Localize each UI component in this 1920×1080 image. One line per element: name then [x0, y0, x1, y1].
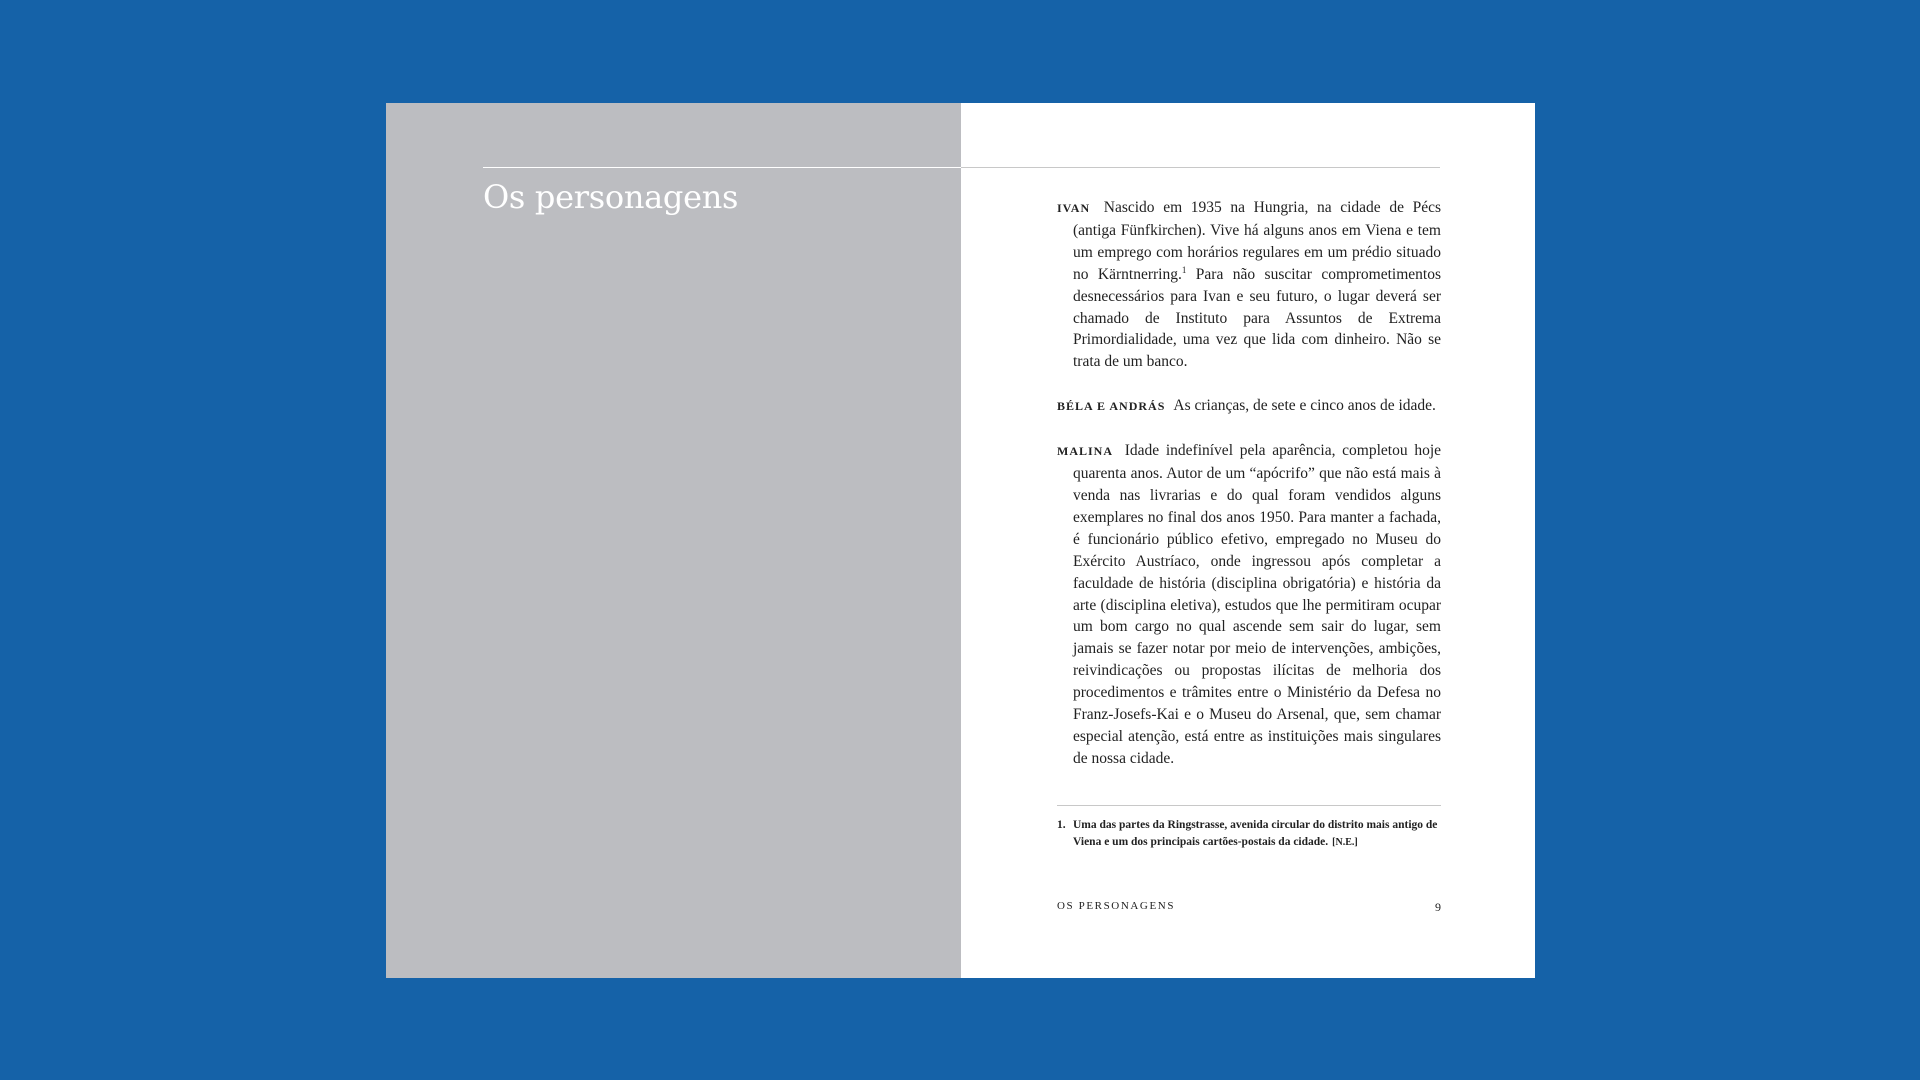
- running-head: OS PERSONAGENS: [1057, 900, 1176, 912]
- character-description: Nascido em 1935 na Hungria, na cidade de Pécs (antiga Fünfkirchen). Vive há alguns anos em Viena e tem um emprego com horários regulares em um prédio situado no Kärntnerring.$^1$ Para não suscitar comprometimentos desnecessários para Ivan e seu futuro, o lugar deverá ser chamado de Instituto para Assuntos de Extrema Primordialidade, uma vez que lida com dinheiro. Não se trata de um banco.: [1073, 199, 1442, 371]
- footnote-text: Uma das partes da Ringstrasse, avenida circular do distrito mais antigo de Viena e um dos principais cartões-postais da cidade. [N.E.]: [1073, 819, 1438, 848]
- left-page: [386, 103, 961, 978]
- editor-note-tag: [N.E.]: [1332, 837, 1358, 848]
- character-description: As crianças, de sete e cinco anos de idade.: [1173, 397, 1436, 415]
- character-name: IVAN: [1057, 201, 1091, 215]
- character-description: Idade indefinível pela aparência, completou hoje quarenta anos. Autor de um “apócrifo” que não está mais à venda nas livrarias e do qual foram vendidos alguns exemplares no final dos anos 1950. Para manter a fachada, é funcionário público efetivo, empregado no Museu do Exército Austríaco, onde ingressou após completar a faculdade de história (disciplina obrigatória) e história da arte (disciplina eletiva), estudos que lhe permitiram ocupar um bom cargo no qual ascende sem sair do lugar, sem jamais se fazer notar por meio de intervenções, ambições, reivindicações ou propostas ilícitas de melhoria dos procedimentos e trâmites entre o Ministério da Defesa no Franz-Josefs-Kai e o Museu do Arsenal, que, sem chamar especial atenção, está entre as instituições mais singulares de nossa cidade.: [1073, 442, 1441, 767]
- right-page: [961, 103, 1535, 978]
- character-name: MALINA: [1057, 444, 1113, 459]
- book-spread: [386, 103, 1535, 978]
- footnote-number: 1.: [1057, 819, 1066, 831]
- character-entry-bela-andras: [1057, 395, 1441, 418]
- footnote: [1057, 817, 1441, 851]
- footnote-rule: [1057, 805, 1441, 806]
- character-entry-malina: [1057, 440, 1441, 770]
- top-rule: [961, 167, 1440, 168]
- chapter-title: Os personagens: [483, 178, 739, 216]
- footnote-reference: 1: [1181, 264, 1187, 275]
- character-entry-ivan: [1057, 197, 1441, 373]
- top-rule: [483, 167, 961, 168]
- character-list: [1057, 197, 1441, 792]
- character-name: BÉLA E ANDRÁS: [1057, 399, 1166, 414]
- page-number: 9: [1435, 900, 1441, 914]
